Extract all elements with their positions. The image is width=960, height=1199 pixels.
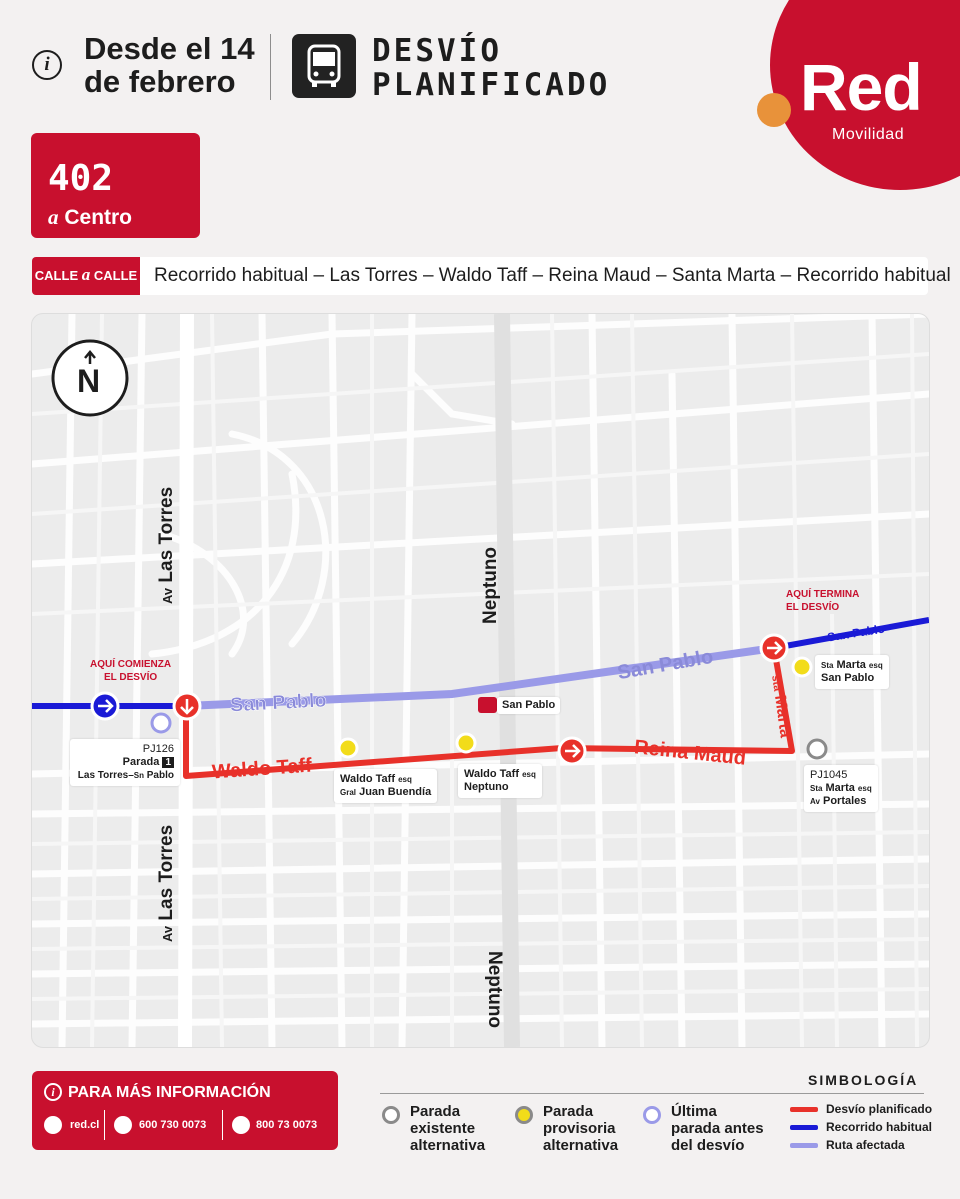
street-prefix: Av <box>160 587 175 604</box>
stop-street-b: Neptuno <box>464 781 509 793</box>
stop-street-a: Waldo Taff <box>340 773 395 785</box>
stop-street-b: Portales <box>823 795 867 807</box>
stop-esq: esq <box>857 784 872 793</box>
website-link[interactable]: red.cl <box>70 1119 100 1131</box>
stop-callout-pj1045[interactable] <box>804 765 878 812</box>
more-info-card <box>32 1071 338 1150</box>
mobile-phone-icon <box>114 1116 132 1134</box>
bus-icon <box>292 34 356 98</box>
stop-street-a: Waldo Taff <box>464 768 519 780</box>
legend-line: Última <box>671 1103 717 1120</box>
temporary-stop-marker[interactable] <box>339 739 357 757</box>
legend-usual: Recorrido habitual <box>826 1120 933 1134</box>
detour-end-line-1: AQUÍ TERMINA <box>786 589 860 600</box>
stop-street-prefix: Sn <box>133 771 144 780</box>
street-label-waldo-taff: Waldo Taff <box>211 754 313 784</box>
metro-station-label: San Pablo <box>497 697 560 714</box>
more-info-title: PARA MÁS INFORMACIÓN <box>68 1084 271 1101</box>
legend-line: parada antes <box>671 1120 764 1137</box>
detour-start-line-2: EL DESVÍO <box>103 672 158 683</box>
calle-badge-word-2: CALLE <box>93 268 138 283</box>
route-direction-prefix: a <box>48 205 59 229</box>
street-label-san-pablo-east: San Pablo <box>615 645 715 685</box>
compass-letter: N <box>77 363 101 399</box>
stop-callout-pj126[interactable] <box>70 739 180 786</box>
existing-stop-marker[interactable] <box>808 740 826 758</box>
legend-line: alternativa <box>410 1137 486 1154</box>
globe-icon <box>44 1116 62 1134</box>
existing-stop-symbol <box>382 1106 400 1124</box>
info-icon: i <box>44 1083 62 1101</box>
arrow-right-icon <box>761 635 787 661</box>
stop-street-a: Marta <box>825 782 855 794</box>
phone-icon <box>232 1116 250 1134</box>
route-direction <box>48 205 132 230</box>
stop-code: PJ1045 <box>810 769 848 781</box>
temporary-stop-marker[interactable] <box>793 658 811 676</box>
brand-dot <box>757 93 791 127</box>
legend-existing-stop <box>410 1103 485 1154</box>
street-name: Las Torres <box>156 824 177 921</box>
street-label-reina-maud: Reina Maud <box>633 736 748 770</box>
street-name: Las Torres <box>156 486 177 583</box>
phone-number-2[interactable]: 800 73 0073 <box>256 1119 318 1131</box>
stop-street-b: Pablo <box>146 770 174 781</box>
legend-temporary-stop <box>543 1103 618 1154</box>
temporary-stop-marker[interactable] <box>457 734 475 752</box>
street-label-san-pablo: San Pablo <box>229 689 328 717</box>
detour-start-note <box>90 658 171 684</box>
legend-last-stop <box>671 1103 764 1154</box>
detour-start-line-1: AQUÍ COMIENZA <box>90 659 172 670</box>
stop-street-b: Juan Buendía <box>359 786 432 798</box>
info-divider <box>104 1110 105 1140</box>
calle-badge-word-1: CALLE <box>34 268 79 283</box>
stop-callout-waldo-juan[interactable] <box>334 769 437 803</box>
stop-street-prefix: Sta <box>821 661 834 670</box>
legend-detour: Desvío planificado <box>826 1102 933 1116</box>
detour-map[interactable] <box>31 313 930 1048</box>
detour-line-symbol <box>790 1107 818 1112</box>
arrow-down-icon <box>174 693 200 719</box>
notice-type-line-1: DESVÍO <box>372 33 502 69</box>
stop-street-prefix: Av <box>810 797 820 806</box>
usual-line-symbol <box>790 1125 818 1130</box>
effective-date <box>84 32 264 98</box>
date-line-1: Desde el 14 <box>84 31 255 66</box>
phone-number-1[interactable]: 600 730 0073 <box>139 1119 207 1131</box>
street-prefix: Av <box>160 925 175 942</box>
header-divider <box>270 34 271 100</box>
last-stop-symbol <box>643 1106 661 1124</box>
avenue-las-torres <box>185 314 187 1047</box>
legend-line: provisoria <box>543 1120 616 1137</box>
info-icon: i <box>32 50 62 80</box>
date-line-2: de febrero <box>84 64 236 99</box>
metro-icon <box>478 697 497 713</box>
street-name: Marta <box>770 694 794 739</box>
notice-type <box>372 34 662 102</box>
stop-callout-sta-marta-san-pablo[interactable] <box>815 655 889 689</box>
brand-logo[interactable]: Red <box>800 50 922 124</box>
legend-line: del desvío <box>671 1137 745 1154</box>
stop-street-prefix: Gral <box>340 788 357 797</box>
stop-street-a: Las Torres <box>77 770 129 781</box>
street-label-las-torres <box>156 487 179 604</box>
arrow-right-icon <box>92 693 118 719</box>
notice-type-line-2: PLANIFICADO <box>372 67 611 103</box>
route-number: 402 <box>48 158 114 199</box>
stop-street-b: San Pablo <box>821 672 875 684</box>
calle-a-calle-badge <box>32 257 140 295</box>
stop-street-prefix: Sta <box>810 784 823 793</box>
stop-esq: esq <box>522 770 536 779</box>
detour-end-line-2: EL DESVÍO <box>786 602 840 613</box>
legend-divider <box>380 1093 924 1094</box>
stop-street-a: Marta <box>836 659 866 671</box>
legend-line: existente <box>410 1120 476 1137</box>
stop-esq: esq <box>398 775 412 784</box>
stop-label: Parada <box>122 756 160 768</box>
brand-subtitle: Movilidad <box>832 126 905 143</box>
avenue-neptuno <box>502 314 512 1047</box>
street-prefix: sta <box>769 674 784 692</box>
last-stop-marker[interactable] <box>152 714 170 732</box>
stop-number-badge: 1 <box>162 757 174 768</box>
street-label-neptuno: Neptuno <box>480 546 501 624</box>
legend-line: Parada <box>410 1103 461 1120</box>
route-direction-name: Centro <box>64 206 133 229</box>
detour-end-note <box>786 588 859 614</box>
street-sequence: Recorrido habitual – Las Torres – Waldo Taff – Reina Maud – Santa Marta – Recorrido habitual <box>154 265 951 286</box>
street-label-san-pablo-usual: San Pablo <box>826 621 886 645</box>
street-label-las-torres-south <box>156 825 179 942</box>
stop-esq: esq <box>868 661 883 670</box>
legend-line: Parada <box>543 1103 594 1120</box>
legend-line: alternativa <box>543 1137 619 1154</box>
stop-code: PJ126 <box>142 743 174 755</box>
street-label-neptuno-south: Neptuno <box>484 951 505 1029</box>
stop-callout-waldo-neptuno[interactable] <box>458 764 542 798</box>
legend-title: SIMBOLOGÍA <box>808 1072 919 1088</box>
legend-affected: Ruta afectada <box>826 1138 905 1152</box>
stop-street-separator: – <box>128 770 134 781</box>
calle-badge-a: a <box>81 265 91 284</box>
affected-line-symbol <box>790 1143 818 1148</box>
temporary-stop-symbol <box>515 1106 533 1124</box>
arrow-right-icon <box>559 738 585 764</box>
info-divider <box>222 1110 223 1140</box>
